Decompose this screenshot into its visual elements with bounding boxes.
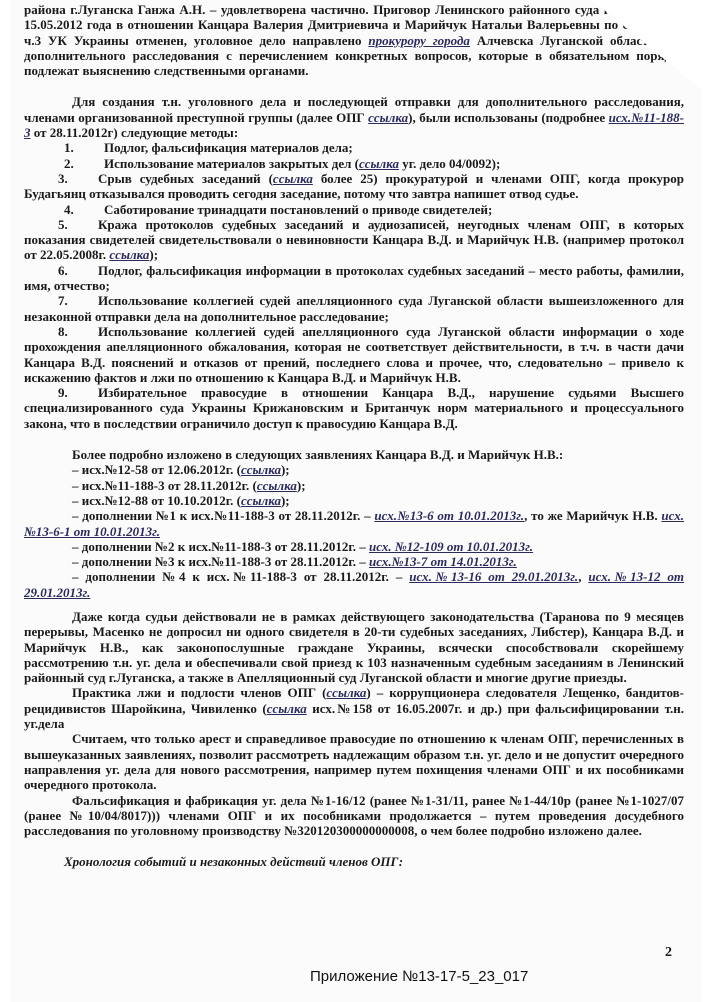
list-number: 5.	[58, 216, 68, 232]
method-text: Подлог, фальсификация материалов дела;	[104, 140, 353, 156]
statement-item: – исх.№12-58 от 12.06.2012г. (ссылка);	[72, 462, 290, 478]
link-protocol[interactable]: ссылка	[109, 247, 150, 263]
paragraph-verdict: района г.Луганска Ганжа А.Н. – удовлетворена частично. Приговор Ленинского районного суда г.Луганска от 15.05.2012 года в отношении Канцара Валерия Дмитриевича и Марийчук Натальи Валерьевны по статье 212 ч.3 УК Украины отменен, уголовное дело направлено прокурору города Алчевска Луганской области для дополнительного расследования с перечислением конкретных вопросов, которые в обязательном порядке подлежат выяснению следственными органами.	[24, 2, 684, 79]
method-text: Использование коллегией судей апелляционного суда Луганской области вышеизложенного для незаконной отправки дела на дополнительное расследование;	[24, 293, 684, 324]
link-statement[interactable]: ссылка	[240, 492, 281, 508]
link-ish-158[interactable]: ссылка	[266, 700, 307, 716]
statement-item: – дополнении №3 к исх.№11-188-3 от 28.11.2012г. – исх.№13-7 от 14.01.2013г.	[72, 554, 517, 570]
link-12-109[interactable]: исх. №12-109 от 10.01.2013г.	[369, 538, 534, 554]
link-13-12[interactable]: исх.№13-12 от 29.01.2013г.	[24, 569, 685, 600]
method-item	[24, 140, 684, 155]
attachment-footer: Приложение №13-17-5_23_017	[310, 968, 529, 985]
statement-item: – исх.№11-188-3 от 28.11.2012г. (ссылка);	[72, 477, 306, 493]
statement-item: – дополнении №2 к исх.№11-188-3 от 28.11.2012г. – исх. №12-109 от 10.01.2013г.	[72, 538, 534, 554]
method-item	[24, 385, 684, 431]
statement-item: – исх.№12-88 от 10.10.2012г. (ссылка);	[72, 492, 290, 508]
link-hearings[interactable]: ссылка	[272, 170, 313, 186]
paragraph-practice: Практика лжи и подлости членов ОПГ (ссылка) – коррупционера следователя Лещенко, бандитов-рецидивистов Шаройкина, Чивиленко (ссылка исх.№158 от 16.05.2007г. и др.) при фальсифицировании т.н. уг.дела	[24, 685, 684, 732]
method-text: Использование коллегией судей апелляционного суда Луганской области информации о ходе прохождения апелляционного обжалования, которая не соответствует действительности, в т.ч. в части дачи Канцара В.Д. пояснений и отказов от прений, последнего слова и прочее, что, следовательно – привело к искажению фактов и лжи по отношению к Канцара В.Д. и Марийчук Н.В.	[24, 323, 684, 385]
paragraph-methods-intro: Для создания т.н. уголовного дела и последующей отправки для дополнительного расследования, членами организованной преступной группы (далее ОПГ ссылка), были использованы (подробнее исх.№11-188-3 от 28.11.2012г) следующие методы:	[24, 94, 684, 141]
folded-corner	[592, 0, 702, 90]
list-number: 1.	[64, 140, 74, 156]
method-item	[24, 202, 684, 217]
paragraph-falsification: Фальсификация и фабрикация уг. дела №1-16/12 (ранее №1-31/11, ранее №1-44/10р (ранее №1-1027/07 (ранее №10/04/8017))) членами ОПГ и их пособниками продолжается – путем проведения досудебного расследования по уголовному производству №320120300000000008, о чем более подробно изложено далее.	[24, 792, 684, 839]
method-item: 5. Кража протоколов судебных заседаний и аудиозаписей, неугодных членам ОПГ, в которых показания свидетелей свидетельствовали о невиновности Канцара В.Д. и Марийчук Н.В. (например протокол от 22.05.2008г. ссылка);	[24, 216, 684, 263]
paragraph-arrest: Считаем, что только арест и справедливое правосудие по отношению к членам ОПГ, перечисленных в вышеуказанных заявлениях, позволит рассмотреть надлежащим образом т.н. уг. дело и не допустит очередного направления уг. дела для нового рассмотрения, например путем похищения членами ОПГ и их пособниками очередного протокола.	[24, 731, 684, 793]
list-number: 9.	[58, 385, 68, 401]
statement-item: – дополнении №1 к исх.№11-188-3 от 28.11.2012г. – исх.№13-6 от 10.01.2013г., то же Марийчук Н.В. исх.№13-6-1 от 10.01.2013г.	[24, 508, 684, 539]
statement-item: – дополнении №4 к исх.№11-188-3 от 28.11.2012г. – исх.№13-16 от 29.01.2013г., исх.№13-12 от 29.01.2013г.	[24, 569, 685, 600]
section-heading: Хронология событий и незаконных действий членов ОПГ:	[64, 854, 404, 870]
link-ish-11-188-3[interactable]: исх.№11-188-3	[24, 109, 684, 141]
list-number: 7.	[58, 293, 68, 309]
link-13-6-1[interactable]: исх.№13-6-1 от 10.01.2013г.	[24, 508, 684, 539]
page-number: 2	[665, 945, 672, 960]
link-opg[interactable]: ссылка	[368, 109, 409, 125]
link-closed-case[interactable]: ссылка	[358, 155, 399, 171]
list-number: 8.	[58, 323, 68, 339]
link-practice[interactable]: ссылка	[326, 685, 367, 701]
document-page	[10, 0, 702, 1002]
list-number: 6.	[58, 262, 68, 278]
link-13-16[interactable]: исх.№13-16 от 29.01.2013г.	[409, 569, 579, 585]
method-item: 2. Использование материалов закрытых дел (ссылка уг. дело 04/0092);	[64, 155, 501, 171]
link-prosecutor[interactable]: прокурору города	[368, 32, 470, 48]
method-item	[24, 293, 684, 324]
list-number: 4.	[64, 201, 74, 217]
document-body	[24, 2, 684, 870]
method-item	[24, 263, 684, 294]
method-item	[24, 324, 684, 385]
list-number: 2.	[64, 155, 74, 171]
paragraph-judges: Даже когда судьи действовали не в рамках действующего законодательства (Таранова по 9 месяцев перерывы, Масенко не допросил ни одного свидетеля в 20-ти судебных заседаниях, Либстер), Канцара В.Д. и Марийчук Н.В., как законопослушные граждане Украины, всячески способствовали скорейшему рассмотрению т.н. уг. дела и обеспечивали свой приезд к 103 назначенным судебным заседаниям в Ленинский районный суд г.Луганска, а также в Апелляционный суд Луганской области и многие другие приезды.	[24, 608, 684, 686]
method-item: 3. Срыв судебных заседаний (ссылка более 25) прокуратурой и членами ОПГ, когда прокурор Будагьянц отказывался проводить сегодня заседание, потому что завтра напишет отвод судье.	[24, 170, 685, 202]
paragraph-statements-intro: Более подробно изложено в следующих заявлениях Канцара В.Д. и Марийчук Н.В.:	[72, 447, 564, 463]
link-13-6[interactable]: исх.№13-6 от 10.01.2013г.	[374, 508, 525, 524]
link-statement[interactable]: ссылка	[256, 477, 297, 493]
link-statement[interactable]: ссылка	[240, 462, 281, 478]
link-13-7[interactable]: исх.№13-7 от 14.01.2013г.	[369, 554, 517, 570]
method-text: Избирательное правосудие в отношении Канцара В.Д., нарушение судьями Высшего специализированного суда Украины Крижановским и Британчук норм материального и процессуального закона, что в последствии ограничило доступ к правосудию Канцара В.Д.	[24, 385, 684, 431]
method-text: Подлог, фальсификация информации в протоколах судебных заседаний – место работы, фамилии, имя, отчество;	[24, 262, 684, 294]
method-text: Саботирование тринадцати постановлений о приводе свидетелей;	[104, 201, 493, 217]
list-number: 3.	[58, 170, 68, 186]
